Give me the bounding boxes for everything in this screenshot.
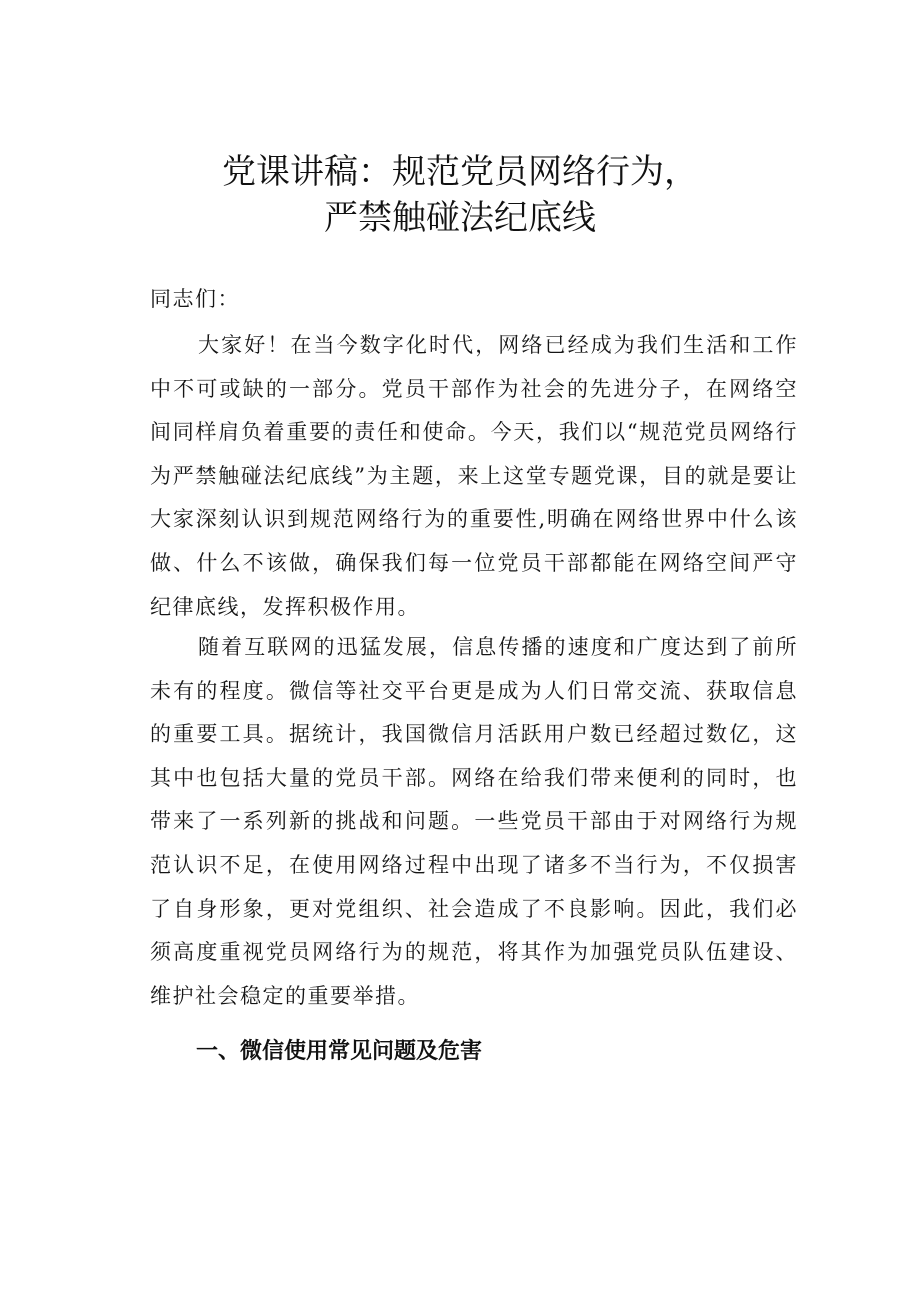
section-heading: 一、微信使用常见问题及危害 [196,1039,483,1064]
salutation: 同志们： [150,287,240,311]
paragraph-introduction: 大家好！在当今数字化时代，网络已经成为我们生活和工作中不可或缺的一部分。党员干部作为社会的先进分子，在网络空间同样肩负着重要的责任和使命。今天，我们以“规范党员网络行为严禁触碰法纪底线”为主题，来上这堂专题党课，目的就是要让大家深刻认识到规范网络行为的重要性,明确在网络世界中什么该做、什么不该做，确保我们每一位党员干部都能在网络空间严守纪律底线，发挥积极作用。 [150,333,798,619]
document-title-line-1: 党课讲稿：规范党员网络行为， [222,152,698,192]
document-title-line-2: 严禁触碰法纪底线 [324,198,596,238]
paragraph-background: 随着互联网的迅猛发展，信息传播的速度和广度达到了前所未有的程度。微信等社交平台更是成为人们日常交流、获取信息的重要工具。据统计，我国微信月活跃用户数已经超过数亿，这其中也包括大量的党员干部。网络在给我们带来便利的同时，也带来了一系列新的挑战和问题。一些党员干部由于对网络行为规范认识不足，在使用网络过程中出现了诸多不当行为，不仅损害了自身形象，更对党组织、社会造成了不良影响。因此，我们必须高度重视党员网络行为的规范，将其作为加强党员队伍建设、维护社会稳定的重要举措。 [150,635,798,1008]
